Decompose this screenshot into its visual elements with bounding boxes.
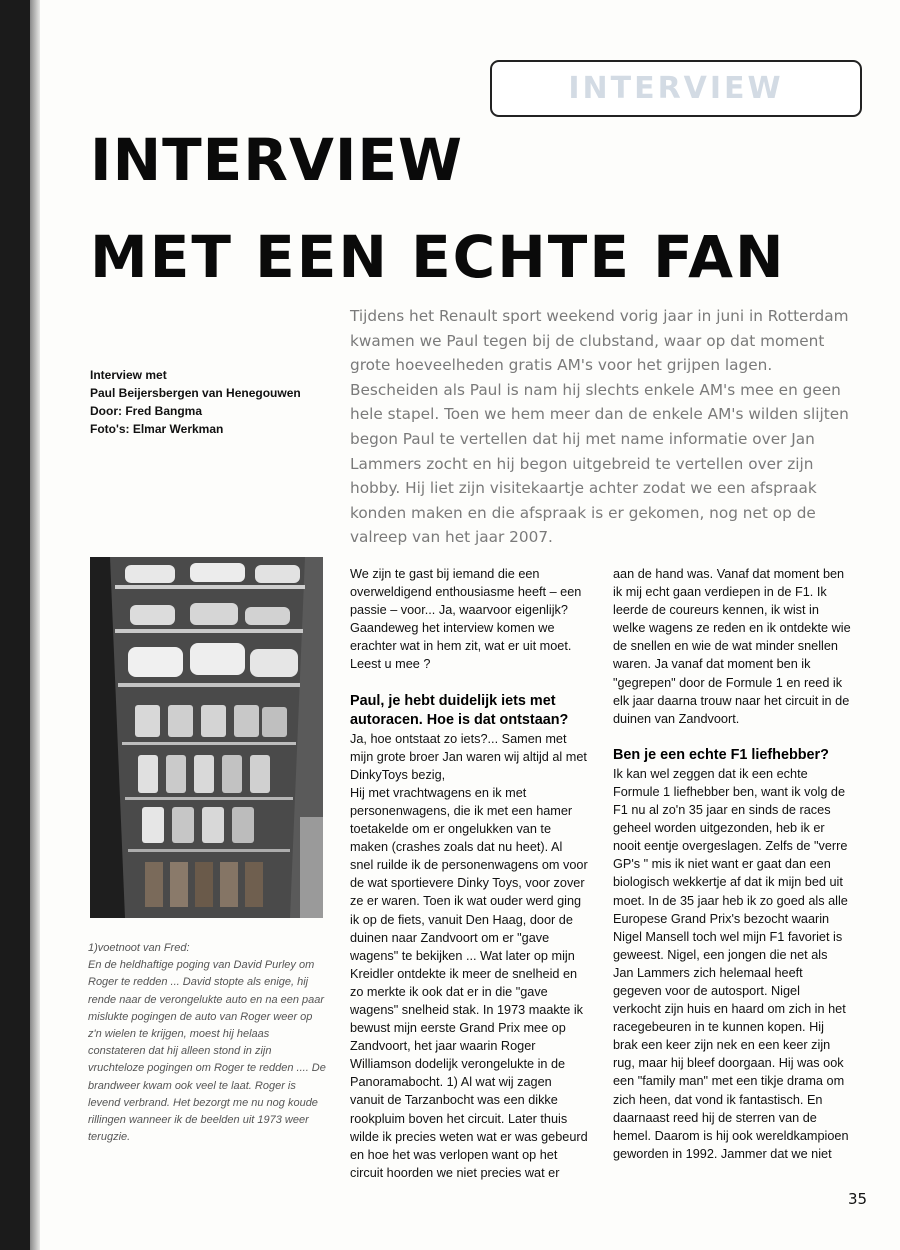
credit-line: Door: Fred Bangma <box>90 404 203 418</box>
answer-paragraph: Hij met vrachtwagens en ik met personenwagens, die ik met een hamer toetakelde om er ongelukken van te maken (crashes zoals dat nu heet). Al snel ruilde ik de personenwagens om voor de wat sportievere Dinky Toys, voor zover ze er waren. Toen ik wat ouder werd ging ik op de fiets, vanuit Den Haag, door de duinen naar Zandvoort om er "gave wagens" te bekijken ... Wat later op mijn Kreidler ontdekte ik meer de snelheid en zo merkte ik ook dat er in die "gave wagens" snelheid stak. In 1973 maakte ik bewust mijn eerste Grand Prix mee op Zandvoort, het jaar waarin Roger Williamson dodelijk verongelukte in de Panoramabocht. 1) Al wat wij zagen vanuit de Tarzanbocht was een dikke rookpluim boven het circuit. Later thuis wilde ik precies weten wat er was gebeurd en hoe het was verlopen want op het circuit hoorden we niet precies wat er <box>350 785 588 1180</box>
question-heading: Paul, je hebt duidelijk iets met autoracen. Hoe is dat ontstaan? <box>350 692 569 728</box>
page-number: 35 <box>848 1190 868 1208</box>
answer-paragraph: aan de hand was. Vanaf dat moment ben ik mij echt gaan verdiepen in de F1. Ik leerde de coureurs kennen, ik wist in welke wagens ze reden en ik ontdekte wie de snellen en wie de wat minder snellen waren. Ja vanaf dat moment ben ik "gegrepen" door de Formule 1 en reed ik elk jaar daarna trouw naar het circuit in de duinen van Zandvoort. <box>613 567 851 726</box>
article-column-1 <box>350 565 588 1182</box>
footnote-caption <box>88 940 328 1146</box>
answer-paragraph: Ik kan wel zeggen dat ik een echte Formule 1 liefhebber ben, want ik volg de F1 nu al zo'n 35 jaar en sinds de races geheel worden uitgezonden, heb ik er nooit eentje overgeslagen. Zelfs de "verre GP's " mis ik niet want er gaat dan een biologisch wekkertje af dat ik mijn bed uit moet. In de 35 jaar heb ik zo goed als alle Europese Grand Prix's bezocht waarin Nigel Mansell toch wel mijn F1 favoriet is geweest. Nigel, een jongen die net als Jan Lammers zich helemaal heeft gegeven voor de autosport. Nigel verkocht zijn huis en haard om zich in het racegebeuren in te kunnen kopen. Hij brak een keer zijn nek en een keer zijn rug, maar hij bleef doorgaan. Hij was ook een "family man" met een tikje drama om zich heen, dat vond ik fantastisch. En daarnaast reed hij de sterren van de hemel. Daarom is hij ook wereldkampioen geworden in 1992. Jammer dat we niet <box>613 766 849 1161</box>
answer-paragraph: Ja, hoe ontstaat zo iets?... Samen met mijn grote broer Jan waren wij altijd al met DinkyToys bezig, <box>350 731 587 782</box>
section-header-box <box>490 60 862 117</box>
section-header-label: INTERVIEW <box>568 71 784 106</box>
footnote-lead: 1)voetnoot van Fred: <box>88 942 190 954</box>
model-cars-image <box>90 557 323 918</box>
credit-line: Paul Beijersbergen van Henegouwen <box>90 386 301 400</box>
binding-spine <box>0 0 30 1250</box>
credits-block <box>90 366 330 438</box>
footnote-text: En de heldhaftige poging van David Purley om Roger te redden ... David stopte als enige, hij rende naar de verongelukte auto en na een paar mislukte pogingen de auto van Roger weer op z'n wielen te krijgen, moest hij helaas constateren dat hij alleen stond in zijn vruchteloze pogingen om Roger te redden .... De brandweer kwam ook veel te laat. Roger is levend verbrand. Het bezorgt me nu nog koude rillingen wanneer ik de beelden uit 1973 weer terugzie. <box>88 959 326 1144</box>
question-heading: Ben je een echte F1 liefhebber? <box>613 746 829 763</box>
intro-paragraph: Tijdens het Renault sport weekend vorig jaar in juni in Rotterdam kwamen we Paul tegen bij de clubstand, waar op dat moment grote hoeveelheden gratis AM's voor het grijpen lagen. Bescheiden als Paul is nam hij slechts enkele AM's mee en geen hele stapel. Toen we hem meer dan de enkele AM's wilden slijten begon Paul te vertellen dat hij met name informatie over Jan Lammers zocht en hij begon uitgebreid te vertellen over zijn hobby. Hij liet zijn visitekaartje achter zodat we een afspraak konden maken en die afspraak is er gekomen, nog net op de valreep van het jaar 2007. <box>350 307 849 547</box>
headline-line-1: INTERVIEW <box>90 126 464 194</box>
article-opening: We zijn te gast bij iemand die een overweldigend enthousiasme heeft – een passie – voor... Ja, waarvoor eigenlijk? Gaandeweg het interview komen we erachter wat in hem zit, wat er uit moet. Leest u mee ? <box>350 567 582 672</box>
credit-line: Foto's: Elmar Werkman <box>90 422 224 436</box>
headline-line-2: MET EEN ECHTE FAN <box>90 223 786 291</box>
credit-line: Interview met <box>90 368 167 382</box>
page-curve-shadow <box>30 0 40 1250</box>
photo-display-cabinet <box>90 557 323 918</box>
article-column-2 <box>613 565 851 1163</box>
